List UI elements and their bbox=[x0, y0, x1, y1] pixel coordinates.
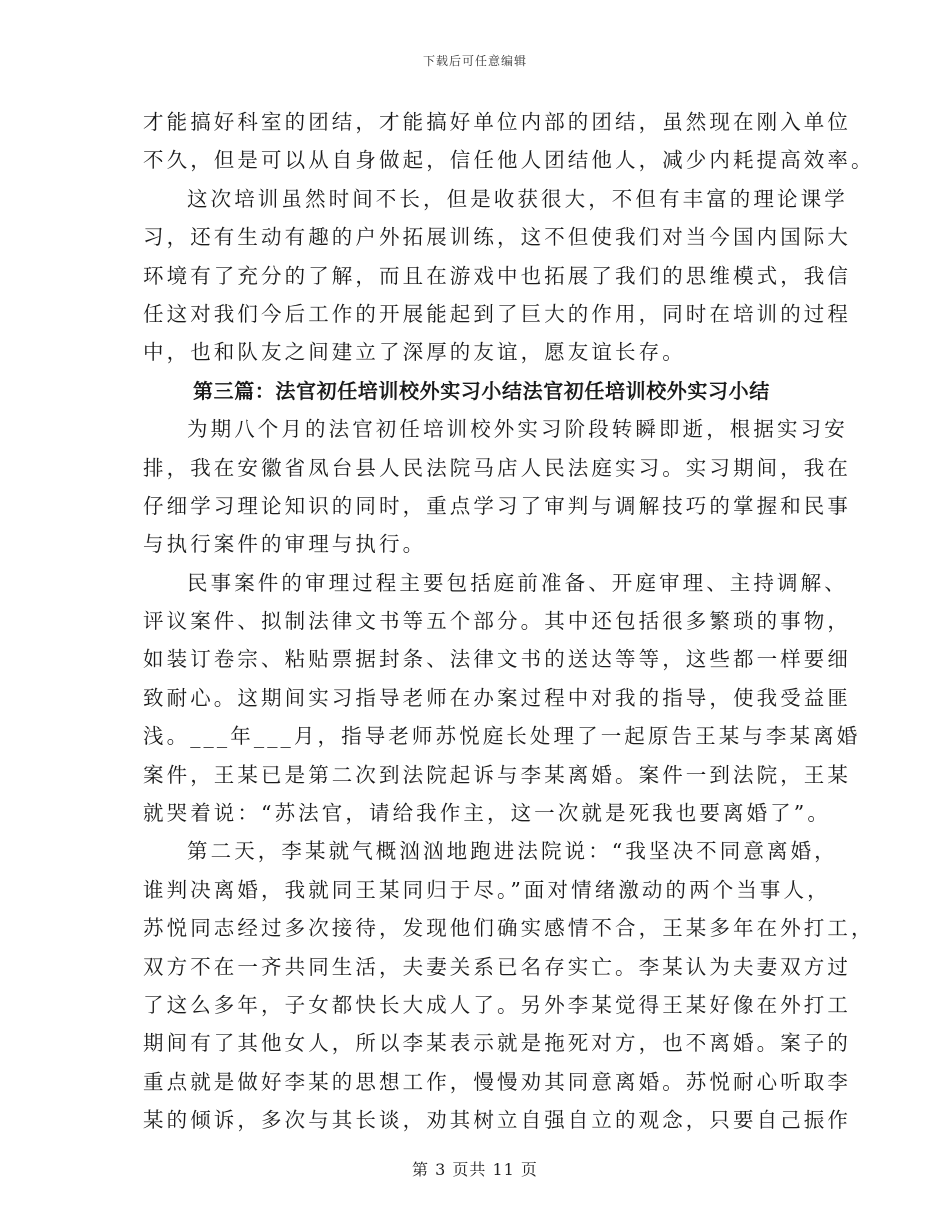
paragraph-start-line: 这次培训虽然时间不长，但是收获很大，不但有丰富的理论课学 bbox=[187, 186, 848, 211]
paragraph-start-line: 第二天，李某就气概汹汹地跑进法院说：“我坚决不同意离婚， bbox=[187, 839, 838, 864]
text-line: 习，还有生动有趣的户外拓展训练，这不但使我们对当今国内国际大 bbox=[143, 225, 851, 250]
text-line: 了这么多年，子女都快长大成人了。另外李某觉得王某好像在外打工 bbox=[143, 992, 851, 1017]
text-line: 某的倾诉，多次与其长谈，劝其树立自强自立的观念，只要自己振作 bbox=[143, 1108, 851, 1133]
document-body bbox=[143, 103, 875, 1140]
text-line: 环境有了充分的了解，而且在游戏中也拓展了我们的思维模式，我信 bbox=[143, 263, 851, 288]
page-number-footer: 第 3 页共 11 页 bbox=[412, 1160, 538, 1179]
text-line: 就哭着说：“苏法官，请给我作主，这一次就是死我也要离婚了”。 bbox=[143, 801, 831, 826]
text-line: 浅。___年___月，指导老师苏悦庭长处理了一起原告王某与李某离婚 bbox=[143, 724, 861, 749]
text-line: 中，也和队友之间建立了深厚的友谊，愿友谊长存。 bbox=[143, 340, 686, 365]
paragraph-start-line: 为期八个月的法官初任培训校外实习阶段转瞬即逝，根据实习安 bbox=[187, 417, 848, 442]
text-line: 苏悦同志经过多次接待，发现他们确实感情不合，王某多年在外打工， bbox=[143, 916, 875, 941]
text-line: 与执行案件的审理与执行。 bbox=[143, 532, 427, 557]
text-line: 案件，王某已是第二次到法院起诉与李某离婚。案件一到法院，王某 bbox=[143, 762, 851, 787]
paragraph-start-line: 民事案件的审理过程主要包括庭前准备、开庭审理、主持调解、 bbox=[187, 570, 848, 595]
section-heading: 第三篇：法官初任培训校外实习小结法官初任培训校外实习小结 bbox=[193, 378, 770, 403]
text-line: 双方不在一齐共同生活，夫妻关系已名存实亡。李某认为夫妻双方过 bbox=[143, 954, 851, 979]
text-line: 如装订卷宗、粘贴票据封条、法律文书的送达等等，这些都一样要细 bbox=[143, 647, 851, 672]
text-line: 谁判决离婚，我就同王某同归于尽。”面对情绪激动的两个当事人， bbox=[143, 877, 831, 902]
page-header: 下载后可任意编辑 bbox=[422, 54, 527, 68]
text-line: 才能搞好科室的团结，才能搞好单位内部的团结，虽然现在刚入单位 bbox=[143, 110, 851, 134]
text-line: 致耐心。这期间实习指导老师在办案过程中对我的指导，使我受益匪 bbox=[143, 685, 851, 710]
text-line: 任这对我们今后工作的开展能起到了巨大的作用，同时在培训的过程 bbox=[143, 301, 851, 326]
text-line: 评议案件、拟制法律文书等五个部分。其中还包括很多繁琐的事物， bbox=[143, 609, 851, 634]
text-line: 不久，但是可以从自身做起，信任他人团结他人，减少内耗提高效率。 bbox=[143, 148, 875, 173]
text-line: 排，我在安徽省凤台县人民法院马店人民法庭实习。实习期间，我在 bbox=[143, 455, 851, 480]
text-line: 期间有了其他女人，所以李某表示就是拖死对方，也不离婚。案子的 bbox=[143, 1031, 851, 1056]
text-line: 重点就是做好李某的思想工作，慢慢劝其同意离婚。苏悦耐心听取李 bbox=[143, 1069, 851, 1094]
text-line: 仔细学习理论知识的同时，重点学习了审判与调解技巧的掌握和民事 bbox=[143, 493, 851, 518]
